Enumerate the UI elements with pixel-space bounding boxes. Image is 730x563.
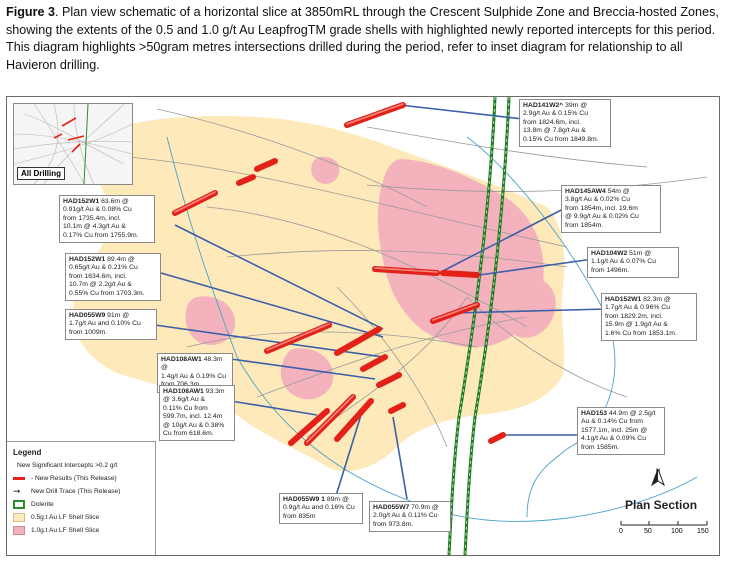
callout-line: 13.8m @ 7.8g/t Au &	[523, 127, 586, 135]
arrow-icon: ➞	[13, 486, 21, 496]
scale-tick-label: 0	[619, 528, 623, 535]
callout-line: from 1854m.	[565, 221, 604, 229]
callout-had152w1-a	[59, 195, 155, 243]
callout-line: 0.91g/t Au & 0.08% Cu	[63, 206, 132, 214]
callout-hole-id: HAD153	[581, 410, 608, 417]
dolerite-swatch	[13, 500, 25, 509]
north-arrow-icon	[651, 469, 665, 487]
scale-bar-drawing	[619, 519, 709, 529]
scale-bar	[619, 519, 709, 543]
callout-had055w9	[65, 309, 157, 340]
legend-label: 1.0g.t Au LF Shell Slice	[31, 527, 100, 534]
legend-subtitle	[7, 459, 155, 472]
callout-hole-id: HAD152W1	[63, 198, 100, 205]
callout-line: 1.4g/t Au & 0.19% Cu	[161, 372, 226, 380]
inset-all-drilling	[13, 103, 133, 185]
callout-hole-id: HAD108AW1	[161, 356, 202, 363]
new-results-swatch	[13, 477, 25, 480]
callout-line: from 1496m.	[591, 266, 630, 274]
plan-section-title: Plan Section	[625, 498, 698, 512]
callout-line: 82.3m @	[643, 296, 671, 303]
callout-line: from 835m	[283, 512, 316, 520]
legend-item-new-results	[7, 472, 155, 485]
callout-line: 48.3m @	[161, 356, 223, 372]
callout-had141w2	[519, 99, 611, 147]
callout-line: from 1829.2m, incl.	[605, 312, 663, 320]
callout-had104w2	[587, 247, 679, 278]
north-arrow	[651, 469, 665, 475]
callout-line: from 1735.4m, incl.	[63, 214, 121, 222]
callout-line: Cu from 618.6m.	[163, 430, 214, 438]
callout-line: 599.7m, incl. 12.4m	[163, 413, 223, 421]
callout-line: 0.9g/t Au and 0.16% Cu	[283, 504, 355, 512]
callout-line: 89m @	[326, 496, 349, 503]
callout-line: @ 3.6g/t Au &	[163, 396, 206, 404]
callout-hole-id: HAD152W1	[69, 256, 106, 263]
legend-item-new-drill-trace	[7, 485, 155, 498]
legend-label: - New Results (This Release)	[31, 475, 117, 482]
callout-line: 0.11% Cu from	[163, 404, 208, 412]
scale-tick-label: 100	[671, 528, 683, 535]
callout-line: 1.7g/t Au & 0.96% Cu	[605, 304, 670, 312]
legend-title: Legend	[13, 448, 42, 457]
callout-had152w1-b	[65, 253, 161, 301]
callout-line: 1577.1m, incl. 25m @	[581, 426, 648, 434]
callout-line: 0.15% Cu from 1849.8m.	[523, 135, 599, 143]
callout-line: 70.9m @	[411, 504, 439, 511]
callout-line: 15.9m @ 1.9g/t Au &	[605, 321, 668, 329]
callout-line: @ 9.9g/t Au & 0.02% Cu	[565, 213, 639, 221]
figure-caption	[6, 4, 724, 74]
legend-subtitle-text: New Significant Intercepts >0.2 g/t	[17, 462, 118, 469]
legend	[7, 441, 156, 555]
callout-line: 0.55% Cu from 1703.3m.	[69, 289, 145, 297]
callout-line: 0.17% Cu from 1755.9m.	[63, 231, 139, 239]
callout-line: from 1824.6m, incl.	[523, 118, 581, 126]
legend-item-shell-05	[7, 511, 155, 524]
callout-line: from 1009m.	[69, 328, 108, 336]
legend-item-dolerite	[7, 498, 155, 511]
legend-label: 0.5g.t Au LF Shell Slice	[31, 514, 100, 521]
callout-line: 1.7g/t Au and 0.10% Cu	[69, 320, 141, 328]
callout-line: 44.9m @ 2.5g/t	[608, 410, 656, 417]
shell-05-swatch	[13, 513, 25, 522]
callout-line: from 1854m, incl. 19.6m	[565, 204, 638, 212]
callout-line: 54m @	[607, 188, 630, 195]
callout-line: 0.65g/t Au & 0.21% Cu	[69, 264, 138, 272]
callout-line: 91m @	[107, 312, 130, 319]
callout-line: 51m @	[629, 250, 652, 257]
legend-item-shell-10	[7, 524, 155, 537]
legend-label: New Drill Trace (This Release)	[31, 488, 121, 495]
scale-tick-label: 50	[644, 528, 652, 535]
callout-line: 10.7m @ 2.2g/t Au &	[69, 281, 132, 289]
inset-label: All Drilling	[17, 167, 65, 180]
callout-line: from 973.8m.	[373, 520, 414, 528]
callout-had108aw1-b	[159, 385, 235, 441]
figure-caption-text: . Plan view schematic of a horizontal slice at 3850mRL through the Crescent Sulphide Zone and Breccia-hosted Zones, showing the extents of the 0.5 and 1.0 g/t Au LeapfrogTM grade shells with highlighted newly reported intercepts for this period. This diagram highlights >50gram metres intersections drilled during the period, refer to inset diagram for relationship to all Havieron drilling.	[6, 5, 719, 72]
callout-hole-id: HAD108AW1	[163, 388, 204, 395]
callout-had145aw4	[561, 185, 661, 233]
callout-line: 89.4m @	[107, 256, 135, 263]
callout-line: 3.8g/t Au & 0.02% Cu	[565, 196, 630, 204]
legend-label: Dolerite	[31, 501, 54, 508]
callout-line: 1.6% Cu from 1853.1m.	[605, 329, 677, 337]
callout-hole-id: HAD145AW4	[565, 188, 606, 195]
callout-had055w7	[369, 501, 451, 532]
callout-line: 1.1g/t Au & 0.07% Cu	[591, 258, 656, 266]
callout-hole-id: HAD104W2	[591, 250, 628, 257]
callout-line: 63.6m @	[101, 198, 129, 205]
callout-line: from 1634.6m, incl.	[69, 272, 127, 280]
callout-hole-id: HAD055W9	[69, 312, 106, 319]
scale-tick-label: 150	[697, 528, 709, 535]
callout-line: 39m @	[565, 102, 588, 109]
callout-line: Au & 0.14% Cu from	[581, 418, 643, 426]
callout-line: 2.9g/t Au & 0.15% Cu	[523, 110, 588, 118]
callout-line: 10.1m @ 4.3g/t Au &	[63, 223, 126, 231]
callout-had153	[577, 407, 665, 455]
shell-10-swatch	[13, 526, 25, 535]
callout-had055w9-1	[279, 493, 363, 524]
callout-hole-id: HAD141W2^	[523, 102, 564, 109]
callout-line: from 1585m.	[581, 443, 620, 451]
callout-hole-id: HAD055W7	[373, 504, 410, 511]
plan-map	[6, 96, 720, 556]
callout-hole-id: HAD152W1	[605, 296, 642, 303]
callout-line: 4.1g/t Au & 0.09% Cu	[581, 435, 646, 443]
callout-line: @ 10g/t Au & 0.38%	[163, 421, 225, 429]
callout-line: 93.3m	[205, 388, 225, 395]
figure-number: Figure 3	[6, 5, 55, 19]
callout-had152w1-c	[601, 293, 697, 341]
callout-line: 2.0g/t Au & 0.11% Cu	[373, 512, 438, 520]
callout-hole-id: HAD055W9 1	[283, 496, 325, 503]
